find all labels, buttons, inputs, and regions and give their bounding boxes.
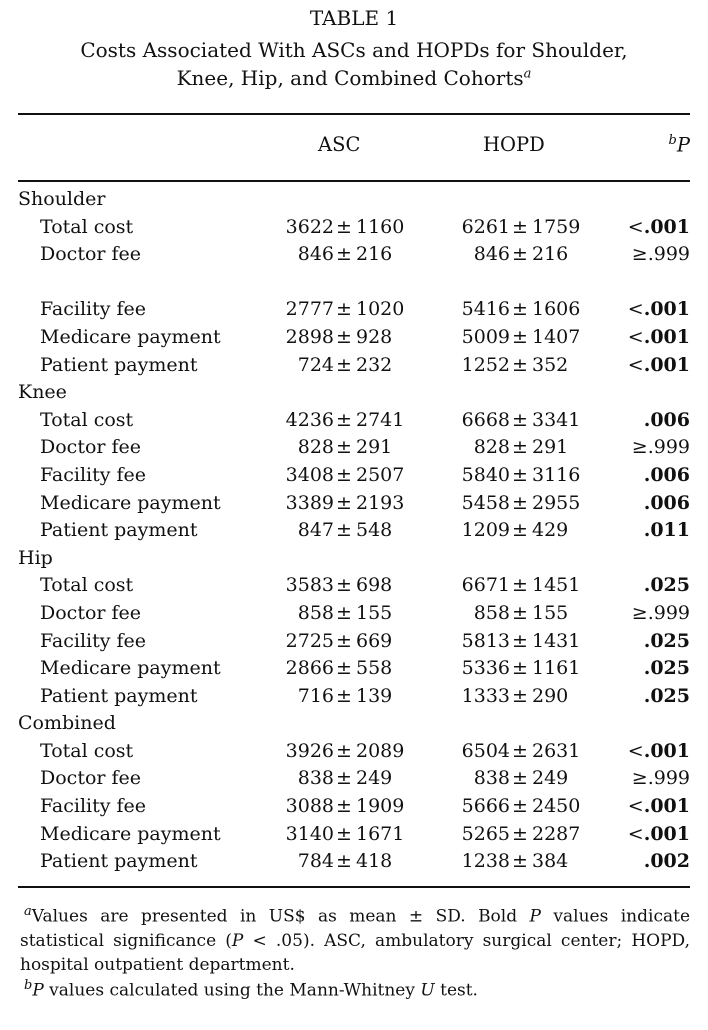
asc-mean: 716 — [297, 684, 334, 707]
asc-plus-minus: ± — [336, 436, 352, 459]
p-value — [644, 655, 690, 683]
hopd-mean: 5458 — [461, 491, 510, 514]
asc-plus-minus: ± — [336, 243, 352, 266]
asc-mean: 858 — [297, 601, 334, 624]
p-value — [632, 434, 690, 462]
asc-sd: 2507 — [356, 463, 405, 486]
asc-mean: 3088 — [285, 795, 334, 818]
asc-mean: 3583 — [285, 574, 334, 597]
hopd-plus-minus: ± — [512, 657, 528, 680]
group-label: Hip — [18, 546, 53, 569]
asc-sd: 548 — [356, 519, 393, 542]
hopd-mean: 828 — [473, 436, 510, 459]
hopd-sd: 216 — [532, 243, 569, 266]
asc-mean: 3408 — [285, 463, 334, 486]
spacer-row — [0, 269, 708, 297]
table-row — [0, 628, 708, 656]
hopd-sd: 290 — [532, 684, 569, 707]
row-label: Patient payment — [40, 850, 198, 873]
p-value — [628, 214, 690, 242]
p-number: .025 — [643, 629, 690, 652]
asc-plus-minus: ± — [336, 519, 352, 542]
p-value — [628, 821, 690, 849]
hopd-sd: 2450 — [532, 795, 581, 818]
row-label: Medicare payment — [40, 491, 221, 514]
group-row — [0, 710, 708, 738]
asc-sd: 1020 — [356, 298, 405, 321]
group-row — [0, 379, 708, 407]
table-row — [0, 407, 708, 435]
asc-sd: 139 — [356, 684, 393, 707]
hopd-sd: 291 — [532, 436, 569, 459]
footnote-a — [20, 900, 690, 977]
asc-mean: 724 — [297, 353, 334, 376]
p-prefix: < — [627, 215, 644, 238]
asc-plus-minus: ± — [336, 325, 352, 348]
p-number: .002 — [643, 850, 690, 873]
p-prefix: < — [627, 739, 644, 762]
hopd-plus-minus: ± — [512, 325, 528, 348]
asc-mean: 2898 — [285, 325, 334, 348]
hopd-sd: 1407 — [532, 325, 581, 348]
asc-sd: 1160 — [356, 215, 405, 238]
asc-plus-minus: ± — [336, 629, 352, 652]
row-label: Patient payment — [40, 519, 198, 542]
table-row — [0, 572, 708, 600]
row-label: Medicare payment — [40, 822, 221, 845]
asc-plus-minus: ± — [336, 739, 352, 762]
hopd-mean: 838 — [473, 767, 510, 790]
asc-plus-minus: ± — [336, 822, 352, 845]
asc-mean: 2777 — [285, 298, 334, 321]
group-label: Shoulder — [18, 188, 106, 210]
row-label: Doctor fee — [40, 601, 142, 624]
footnote-b-p: P — [32, 980, 44, 1001]
footnote-b-text: values calculated using the Mann-Whitney — [43, 980, 421, 1001]
hopd-sd: 3341 — [532, 408, 581, 431]
asc-sd: 155 — [356, 601, 393, 624]
hopd-sd: 2631 — [532, 739, 581, 762]
p-number: .999 — [647, 601, 690, 624]
table-row — [0, 324, 708, 352]
row-label: Facility fee — [40, 298, 147, 321]
hopd-sd: 3116 — [532, 463, 581, 486]
asc-plus-minus: ± — [336, 850, 352, 873]
p-value — [628, 793, 690, 821]
asc-mean: 3140 — [285, 822, 334, 845]
p-number: .006 — [643, 408, 690, 431]
p-number: .025 — [643, 657, 690, 680]
footnote-mark-b: b — [668, 133, 677, 148]
footnote-a-p: P — [529, 906, 541, 927]
asc-plus-minus: ± — [336, 601, 352, 624]
asc-plus-minus: ± — [336, 215, 352, 238]
p-value — [628, 352, 690, 380]
row-label: Facility fee — [40, 463, 147, 486]
hopd-plus-minus: ± — [512, 629, 528, 652]
p-prefix: < — [627, 298, 644, 321]
p-number: .001 — [643, 215, 690, 238]
p-value — [644, 490, 690, 518]
hopd-sd: 2955 — [532, 491, 581, 514]
asc-sd: 1909 — [356, 795, 405, 818]
asc-sd: 418 — [356, 850, 393, 873]
p-number: .001 — [643, 822, 690, 845]
hopd-plus-minus: ± — [512, 436, 528, 459]
asc-sd: 232 — [356, 353, 393, 376]
p-number: .006 — [643, 491, 690, 514]
row-label: Facility fee — [40, 629, 147, 652]
p-prefix: < — [627, 795, 644, 818]
p-value — [644, 462, 690, 490]
p-number: .001 — [643, 298, 690, 321]
asc-mean: 3622 — [285, 215, 334, 238]
p-prefix: < — [627, 822, 644, 845]
asc-plus-minus: ± — [336, 353, 352, 376]
row-label: Patient payment — [40, 353, 198, 376]
hopd-mean: 5813 — [461, 629, 510, 652]
hopd-sd: 2287 — [532, 822, 581, 845]
hopd-sd: 249 — [532, 767, 569, 790]
hopd-plus-minus: ± — [512, 463, 528, 486]
footnote-a-text: < .05). ASC, ambulatory surgical center; HOPD, hospital outpatient department. — [20, 930, 690, 975]
hopd-mean: 6671 — [461, 574, 510, 597]
asc-mean: 828 — [297, 436, 334, 459]
group-label: Knee — [18, 381, 67, 404]
hopd-sd: 1431 — [532, 629, 581, 652]
p-value — [628, 738, 690, 766]
asc-plus-minus: ± — [336, 684, 352, 707]
hopd-plus-minus: ± — [512, 850, 528, 873]
p-prefix: ≥ — [631, 601, 648, 624]
asc-plus-minus: ± — [336, 491, 352, 514]
p-value — [628, 296, 690, 324]
p-value — [644, 407, 690, 435]
table-caption-line-2 — [0, 66, 708, 90]
table-row — [0, 821, 708, 849]
hopd-plus-minus: ± — [512, 353, 528, 376]
p-prefix: ≥ — [631, 767, 648, 790]
asc-mean: 846 — [297, 243, 334, 266]
asc-mean: 784 — [297, 850, 334, 873]
asc-mean: 2725 — [285, 629, 334, 652]
table-row — [0, 352, 708, 380]
table-row — [0, 490, 708, 518]
table-row — [0, 214, 708, 242]
group-label: Combined — [18, 712, 116, 735]
row-label: Facility fee — [40, 795, 147, 818]
table-row — [0, 765, 708, 793]
hopd-sd: 1161 — [532, 657, 581, 680]
hopd-plus-minus: ± — [512, 215, 528, 238]
row-label: Total cost — [40, 574, 134, 597]
hopd-mean: 846 — [473, 243, 510, 266]
p-number: .001 — [643, 353, 690, 376]
hopd-mean: 5265 — [461, 822, 510, 845]
asc-sd: 1671 — [356, 822, 405, 845]
p-value — [632, 765, 690, 793]
table-row — [0, 296, 708, 324]
asc-sd: 2193 — [356, 491, 405, 514]
p-value — [644, 848, 690, 876]
p-number: .999 — [647, 436, 690, 459]
footnote-a-mark: a — [24, 904, 32, 919]
p-number: .025 — [643, 684, 690, 707]
hopd-plus-minus: ± — [512, 601, 528, 624]
hopd-mean: 1252 — [461, 353, 510, 376]
hopd-plus-minus: ± — [512, 574, 528, 597]
hopd-mean: 6261 — [461, 215, 510, 238]
hopd-sd: 429 — [532, 519, 569, 542]
hopd-plus-minus: ± — [512, 767, 528, 790]
asc-sd: 669 — [356, 629, 393, 652]
hopd-sd: 384 — [532, 850, 569, 873]
row-label: Total cost — [40, 215, 134, 238]
p-number: .011 — [643, 519, 690, 542]
group-row — [0, 545, 708, 573]
header-p — [644, 133, 690, 157]
hopd-plus-minus: ± — [512, 519, 528, 542]
p-number: .025 — [643, 574, 690, 597]
footnote-b-mark: b — [24, 978, 33, 993]
p-number: .001 — [643, 739, 690, 762]
hopd-plus-minus: ± — [512, 822, 528, 845]
hopd-sd: 1759 — [532, 215, 581, 238]
hopd-plus-minus: ± — [512, 408, 528, 431]
footnote-a-p: P — [231, 930, 244, 951]
group-row — [0, 186, 708, 214]
asc-sd: 928 — [356, 325, 393, 348]
p-number: .999 — [647, 243, 690, 266]
table-body — [0, 186, 708, 876]
asc-plus-minus: ± — [336, 574, 352, 597]
footnote-a-text: Values are presented in US$ as mean ± SD. Bold — [31, 906, 530, 927]
table-row — [0, 848, 708, 876]
footnote-a-text: values indicate statistical significance ( — [20, 906, 690, 951]
hopd-sd: 1606 — [532, 298, 581, 321]
hopd-sd: 352 — [532, 353, 569, 376]
header-rule — [18, 180, 690, 182]
asc-sd: 698 — [356, 574, 393, 597]
hopd-plus-minus: ± — [512, 243, 528, 266]
row-label: Total cost — [40, 739, 134, 762]
hopd-plus-minus: ± — [512, 739, 528, 762]
p-value — [644, 628, 690, 656]
row-label: Medicare payment — [40, 657, 221, 680]
header-hopd: HOPD — [483, 133, 545, 156]
table-row — [0, 241, 708, 269]
asc-mean: 4236 — [285, 408, 334, 431]
asc-mean: 3389 — [285, 491, 334, 514]
table-row — [0, 738, 708, 766]
hopd-mean: 858 — [473, 601, 510, 624]
hopd-mean: 1209 — [461, 519, 510, 542]
asc-sd: 216 — [356, 243, 393, 266]
hopd-mean: 5009 — [461, 325, 510, 348]
p-prefix: < — [627, 325, 644, 348]
hopd-plus-minus: ± — [512, 491, 528, 514]
top-rule — [18, 113, 690, 115]
table-row — [0, 517, 708, 545]
row-label: Doctor fee — [40, 243, 142, 266]
asc-plus-minus: ± — [336, 657, 352, 680]
footnote-mark-a: a — [523, 66, 532, 82]
asc-plus-minus: ± — [336, 767, 352, 790]
hopd-mean: 1238 — [461, 850, 510, 873]
asc-mean: 838 — [297, 767, 334, 790]
header-p-label: P — [676, 133, 690, 157]
p-number: .006 — [643, 463, 690, 486]
row-label: Patient payment — [40, 684, 198, 707]
hopd-plus-minus: ± — [512, 795, 528, 818]
p-value — [644, 517, 690, 545]
footnote-b-u: U — [420, 980, 435, 1001]
hopd-sd: 1451 — [532, 574, 581, 597]
asc-sd: 2741 — [356, 408, 405, 431]
table-row — [0, 600, 708, 628]
p-prefix: < — [627, 353, 644, 376]
header-asc: ASC — [318, 133, 361, 156]
footnote-b — [20, 974, 690, 1003]
row-label: Medicare payment — [40, 325, 221, 348]
p-prefix: ≥ — [631, 243, 648, 266]
asc-plus-minus: ± — [336, 408, 352, 431]
asc-sd: 249 — [356, 767, 393, 790]
table-row — [0, 434, 708, 462]
asc-sd: 2089 — [356, 739, 405, 762]
asc-sd: 291 — [356, 436, 393, 459]
p-number: .001 — [643, 325, 690, 348]
p-value — [644, 572, 690, 600]
p-value — [632, 241, 690, 269]
hopd-mean: 5666 — [461, 795, 510, 818]
table-label: TABLE 1 — [309, 6, 399, 30]
table-caption-line-1: Costs Associated With ASCs and HOPDs for Shoulder, — [80, 38, 628, 62]
hopd-sd: 155 — [532, 601, 569, 624]
asc-mean: 2866 — [285, 657, 334, 680]
hopd-mean: 5840 — [461, 463, 510, 486]
asc-mean: 3926 — [285, 739, 334, 762]
hopd-mean: 6504 — [461, 739, 510, 762]
table-row — [0, 462, 708, 490]
p-number: .999 — [647, 767, 690, 790]
caption-text: Knee, Hip, and Combined Cohorts — [176, 66, 524, 90]
asc-plus-minus: ± — [336, 298, 352, 321]
row-label: Doctor fee — [40, 436, 142, 459]
p-number: .001 — [643, 795, 690, 818]
row-label: Doctor fee — [40, 767, 142, 790]
asc-plus-minus: ± — [336, 795, 352, 818]
table-row — [0, 683, 708, 711]
hopd-mean: 6668 — [461, 408, 510, 431]
hopd-mean: 1333 — [461, 684, 510, 707]
asc-plus-minus: ± — [336, 463, 352, 486]
hopd-mean: 5336 — [461, 657, 510, 680]
p-value — [644, 683, 690, 711]
table-row — [0, 793, 708, 821]
p-prefix: ≥ — [631, 436, 648, 459]
hopd-plus-minus: ± — [512, 298, 528, 321]
footnote-b-text: test. — [434, 980, 478, 1001]
p-value — [632, 600, 690, 628]
table-row — [0, 655, 708, 683]
asc-sd: 558 — [356, 657, 393, 680]
asc-mean: 847 — [297, 519, 334, 542]
hopd-plus-minus: ± — [512, 684, 528, 707]
p-value — [628, 324, 690, 352]
row-label: Total cost — [40, 408, 134, 431]
hopd-mean: 5416 — [461, 298, 510, 321]
bottom-rule — [18, 886, 690, 888]
